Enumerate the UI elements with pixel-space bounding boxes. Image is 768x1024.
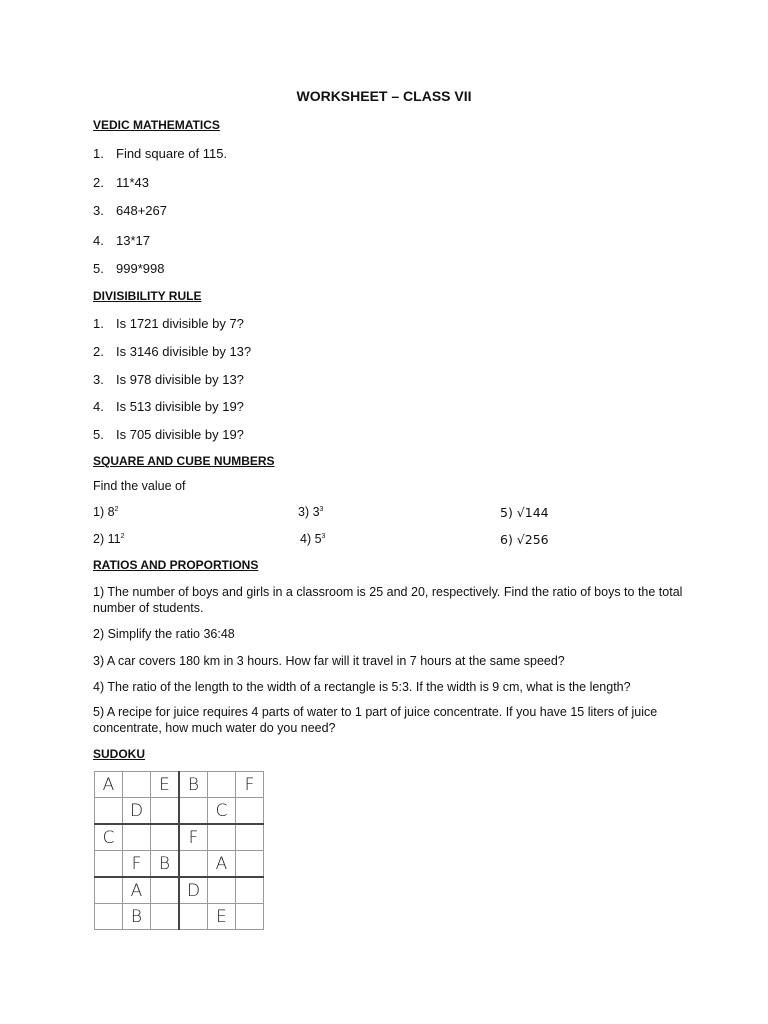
sudoku-cell[interactable] [151, 824, 180, 851]
divisibility-question [93, 344, 251, 359]
sudoku-cell[interactable] [179, 798, 208, 825]
sudoku-cell: A [123, 877, 151, 904]
section-heading-squares: SQUARE AND CUBE NUMBERS [93, 454, 275, 468]
sudoku-cell: B [179, 772, 208, 798]
root-item-5: 5) √144 [500, 505, 549, 520]
question-number: 2. [93, 175, 104, 190]
sudoku-cell[interactable] [123, 772, 151, 798]
cube-item-4 [300, 532, 325, 546]
vedic-question [93, 146, 227, 161]
sudoku-cell[interactable] [95, 904, 123, 930]
question-number: 4. [93, 399, 104, 414]
divisibility-question [93, 427, 244, 442]
sudoku-cell[interactable] [95, 798, 123, 825]
item-label: 1) 8 [93, 505, 115, 519]
divisibility-question [93, 372, 244, 387]
sudoku-cell[interactable] [179, 904, 208, 930]
item-label: 4) 5 [300, 532, 322, 546]
question-number: 3. [93, 372, 104, 387]
sudoku-cell[interactable] [123, 824, 151, 851]
divisibility-question [93, 399, 244, 414]
exponent: 3 [321, 532, 326, 540]
ratio-question: 1) The number of boys and girls in a classroom is 25 and 20, respectively. Find the ratio of boys to the total number of students. [93, 585, 683, 615]
vedic-question [93, 233, 150, 248]
sudoku-cell[interactable] [95, 877, 123, 904]
sudoku-puzzle [94, 771, 264, 930]
sudoku-cell[interactable] [236, 798, 264, 825]
square-item-1 [93, 505, 118, 519]
question-text: Is 1721 divisible by 7? [116, 316, 244, 331]
sudoku-cell: B [123, 904, 151, 930]
sudoku-row [95, 772, 264, 798]
question-number: 5. [93, 427, 104, 442]
question-number: 1. [93, 146, 104, 161]
sudoku-cell[interactable] [151, 877, 180, 904]
exponent: 2 [114, 505, 119, 513]
sudoku-cell[interactable] [95, 851, 123, 878]
vedic-question [93, 261, 164, 276]
section-heading-vedic: VEDIC MATHEMATICS [93, 118, 220, 132]
exponent: 2 [120, 532, 125, 540]
cube-item-3 [298, 505, 323, 519]
sudoku-cell[interactable] [236, 877, 264, 904]
divisibility-question [93, 316, 244, 331]
ratio-question: 3) A car covers 180 km in 3 hours. How far will it travel in 7 hours at the same speed? [93, 654, 565, 668]
sudoku-cell: D [179, 877, 208, 904]
sudoku-grid [94, 771, 264, 930]
squares-intro: Find the value of [93, 479, 186, 493]
ratio-question: 4) The ratio of the length to the width of a rectangle is 5:3. If the width is 9 cm, what is the length? [93, 680, 631, 694]
question-text: 648+267 [116, 203, 167, 218]
question-text: 11*43 [116, 175, 150, 190]
sudoku-row [95, 877, 264, 904]
sudoku-cell[interactable] [208, 877, 236, 904]
sudoku-cell: F [123, 851, 151, 878]
question-number: 3. [93, 203, 104, 218]
sudoku-cell: F [179, 824, 208, 851]
question-text: Find square of 115. [116, 146, 228, 161]
ratio-question: 5) A recipe for juice requires 4 parts of water to 1 part of juice concentrate. If you have 15 liters of juice concentrate, how much water do you need? [93, 705, 658, 735]
sudoku-cell[interactable] [179, 851, 208, 878]
sudoku-cell[interactable] [208, 824, 236, 851]
question-text: Is 978 divisible by 13? [116, 372, 244, 387]
sudoku-cell[interactable] [236, 824, 264, 851]
sudoku-row [95, 851, 264, 878]
sudoku-row [95, 904, 264, 930]
sudoku-cell[interactable] [208, 772, 236, 798]
item-label: 3) 3 [298, 505, 320, 519]
sudoku-cell: C [208, 798, 236, 825]
sudoku-cell: D [123, 798, 151, 825]
sudoku-cell[interactable] [236, 904, 264, 930]
sudoku-row [95, 824, 264, 851]
section-heading-ratios: RATIOS AND PROPORTIONS [93, 558, 259, 572]
sudoku-cell: F [236, 772, 264, 798]
exponent: 3 [319, 505, 324, 513]
question-number: 5. [93, 261, 104, 276]
question-text: Is 3146 divisible by 13? [116, 344, 252, 359]
question-number: 1. [93, 316, 104, 331]
question-number: 2. [93, 344, 104, 359]
sudoku-cell[interactable] [151, 904, 180, 930]
vedic-question [93, 175, 149, 190]
sudoku-cell: C [95, 824, 123, 851]
sudoku-cell: B [151, 851, 180, 878]
question-text: 13*17 [116, 233, 150, 248]
sudoku-cell[interactable] [151, 798, 180, 825]
question-text: 999*998 [116, 261, 165, 276]
vedic-question [93, 203, 167, 218]
sudoku-cell: A [95, 772, 123, 798]
sudoku-cell: A [208, 851, 236, 878]
section-heading-sudoku: SUDOKU [93, 747, 146, 761]
question-text: Is 705 divisible by 19? [116, 427, 244, 442]
section-heading-divisibility: DIVISIBILITY RULE [93, 289, 202, 303]
sudoku-row [95, 798, 264, 825]
sudoku-cell: E [151, 772, 180, 798]
question-text: Is 513 divisible by 19? [116, 399, 244, 414]
item-label: 2) 11 [93, 532, 121, 546]
sudoku-cell[interactable] [236, 851, 264, 878]
question-number: 4. [93, 233, 104, 248]
sudoku-cell: E [208, 904, 236, 930]
root-item-6: 6) √256 [500, 532, 549, 547]
ratio-question: 2) Simplify the ratio 36:48 [93, 627, 235, 641]
square-item-2 [93, 532, 124, 546]
page-title: WORKSHEET – CLASS VII [296, 88, 472, 104]
